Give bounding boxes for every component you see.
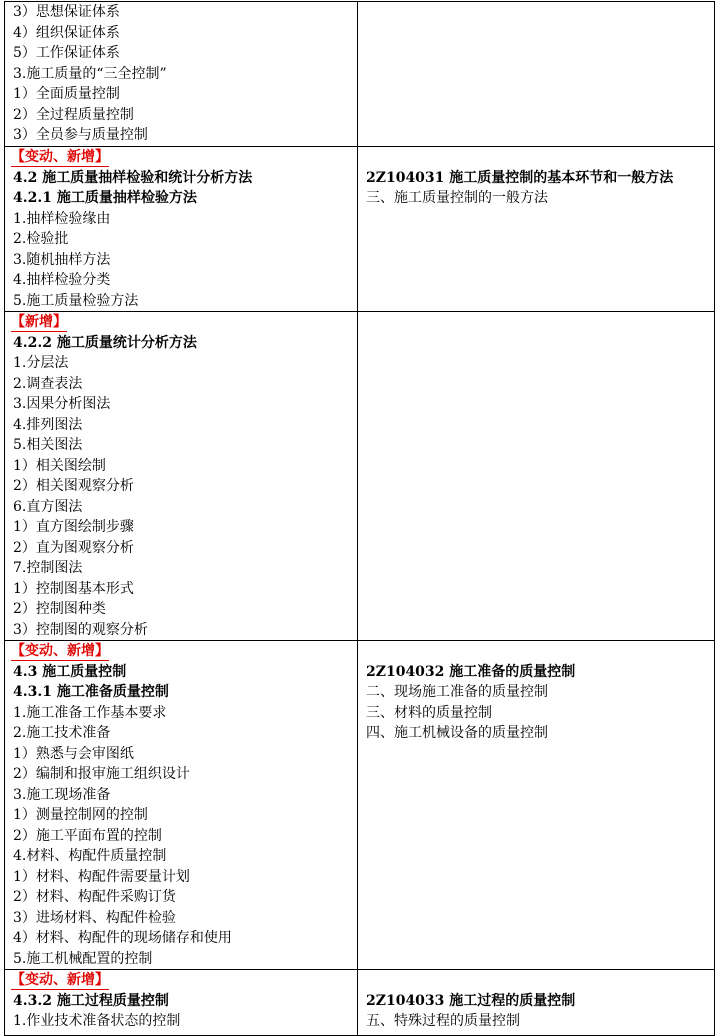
new-syllabus-cell: [5, 641, 358, 970]
outline-item: 2）相关图观察分析: [13, 478, 134, 494]
outline-item: 4.材料、构配件质量控制: [13, 848, 167, 864]
outline-item: 1）测量控制网的控制: [13, 807, 148, 823]
table-row: [5, 970, 715, 1036]
section-heading: 4.3.2 施工过程质量控制: [13, 992, 169, 1009]
section-heading: 2Z104033 施工过程的质量控制: [366, 992, 576, 1009]
section-heading: 4.3 施工质量控制: [13, 663, 127, 680]
outline-item: 3.施工现场准备: [13, 786, 111, 803]
change-tag: 【新增】: [11, 314, 67, 330]
old-syllabus-cell: [358, 2, 715, 147]
outline-item: 4.抽样检验分类: [13, 272, 111, 288]
section-heading: 4.2.1 施工质量抽样检验方法: [13, 190, 197, 206]
outline-item: 1.抽样检验缘由: [13, 210, 111, 227]
section-heading: 4.3.1 施工准备质量控制: [13, 684, 169, 700]
outline-item: 2.调查表法: [13, 375, 83, 392]
old-syllabus-cell: [358, 970, 715, 1036]
outline-item: 1）相关图绘制: [13, 457, 106, 474]
outline-item: 三、材料的质量控制: [366, 704, 492, 721]
outline-item: 2）编制和报审施工组织设计: [13, 766, 190, 782]
outline-item: 2）施工平面布置的控制: [13, 827, 162, 844]
outline-item: 二、现场施工准备的质量控制: [366, 684, 548, 700]
outline-item: 2）控制图种类: [13, 601, 106, 617]
change-tag: 【变动、新增】: [11, 149, 109, 165]
outline-item: 3.因果分析图法: [13, 396, 111, 412]
outline-item: 1）熟悉与会审图纸: [13, 745, 134, 762]
change-tag: 【变动、新增】: [11, 972, 109, 988]
outline-item: 6.直方图法: [13, 498, 83, 515]
outline-item: 5.施工质量检验方法: [13, 292, 139, 309]
new-syllabus-cell: [5, 2, 358, 147]
outline-item: 3）进场材料、构配件检验: [13, 909, 176, 926]
outline-item: 五、特殊过程的质量控制: [366, 1013, 520, 1029]
outline-item: 1.施工准备工作基本要求: [13, 704, 167, 721]
section-heading: 4.2 施工质量抽样检验和统计分析方法: [13, 169, 253, 186]
table-body: [5, 2, 715, 1036]
outline-item: 1.分层法: [13, 355, 69, 371]
outline-item: 1）全面质量控制: [13, 86, 120, 102]
change-tag-line: [11, 970, 357, 991]
outline-item: 2.施工技术准备: [13, 725, 111, 741]
table-row: [5, 641, 715, 970]
outline-item: 2）材料、构配件采购订货: [13, 889, 176, 905]
new-syllabus-cell: [5, 147, 358, 312]
outline-item: 三、施工质量控制的一般方法: [366, 190, 548, 206]
outline-item: 5.施工机械配置的控制: [13, 950, 153, 967]
outline-item: 5.相关图法: [13, 437, 83, 453]
outline-item: 1.作业技术准备状态的控制: [13, 1013, 181, 1029]
outline-item: 1）控制图基本形式: [13, 580, 134, 597]
outline-item: [366, 641, 714, 662]
outline-item: 1）直方图绘制步骤: [13, 519, 134, 535]
outline-item: [366, 147, 714, 168]
outline-item: 4.排列图法: [13, 416, 83, 433]
syllabus-comparison-table: [4, 1, 715, 1036]
outline-item: [366, 970, 714, 991]
change-tag-line: [11, 312, 357, 333]
outline-item: 3.随机抽样方法: [13, 251, 111, 268]
section-heading: 2Z104032 施工准备的质量控制: [366, 663, 576, 680]
old-syllabus-cell: [358, 312, 715, 641]
table-row: [5, 2, 715, 147]
outline-item: 3）全员参与质量控制: [13, 127, 148, 143]
outline-item: 7.控制图法: [13, 560, 83, 576]
old-syllabus-cell: [358, 641, 715, 970]
section-heading: 4.2.2 施工质量统计分析方法: [13, 334, 197, 351]
change-tag-line: [11, 641, 357, 662]
change-tag-line: [11, 147, 357, 168]
outline-item: 1）材料、构配件需要量计划: [13, 868, 190, 885]
outline-item: 2）全过程质量控制: [13, 106, 134, 123]
outline-item: 4）组织保证体系: [13, 24, 120, 41]
table-row: [5, 312, 715, 641]
outline-item: 5）工作保证体系: [13, 45, 120, 61]
outline-item: 2.检验批: [13, 231, 69, 247]
change-tag: 【变动、新增】: [11, 643, 109, 659]
outline-item: 3）控制图的观察分析: [13, 621, 148, 638]
section-heading: 2Z104031 施工质量控制的基本环节和一般方法: [366, 169, 674, 186]
new-syllabus-cell: [5, 970, 358, 1036]
outline-item: 四、施工机械设备的质量控制: [366, 725, 548, 741]
outline-item: 2）直为图观察分析: [13, 539, 134, 556]
outline-item: 3.施工质量的“三全控制”: [13, 65, 167, 82]
new-syllabus-cell: [5, 312, 358, 641]
outline-item: 4）材料、构配件的现场储存和使用: [13, 930, 232, 946]
outline-item: 3）思想保证体系: [13, 4, 120, 20]
old-syllabus-cell: [358, 147, 715, 312]
table-row: [5, 147, 715, 312]
